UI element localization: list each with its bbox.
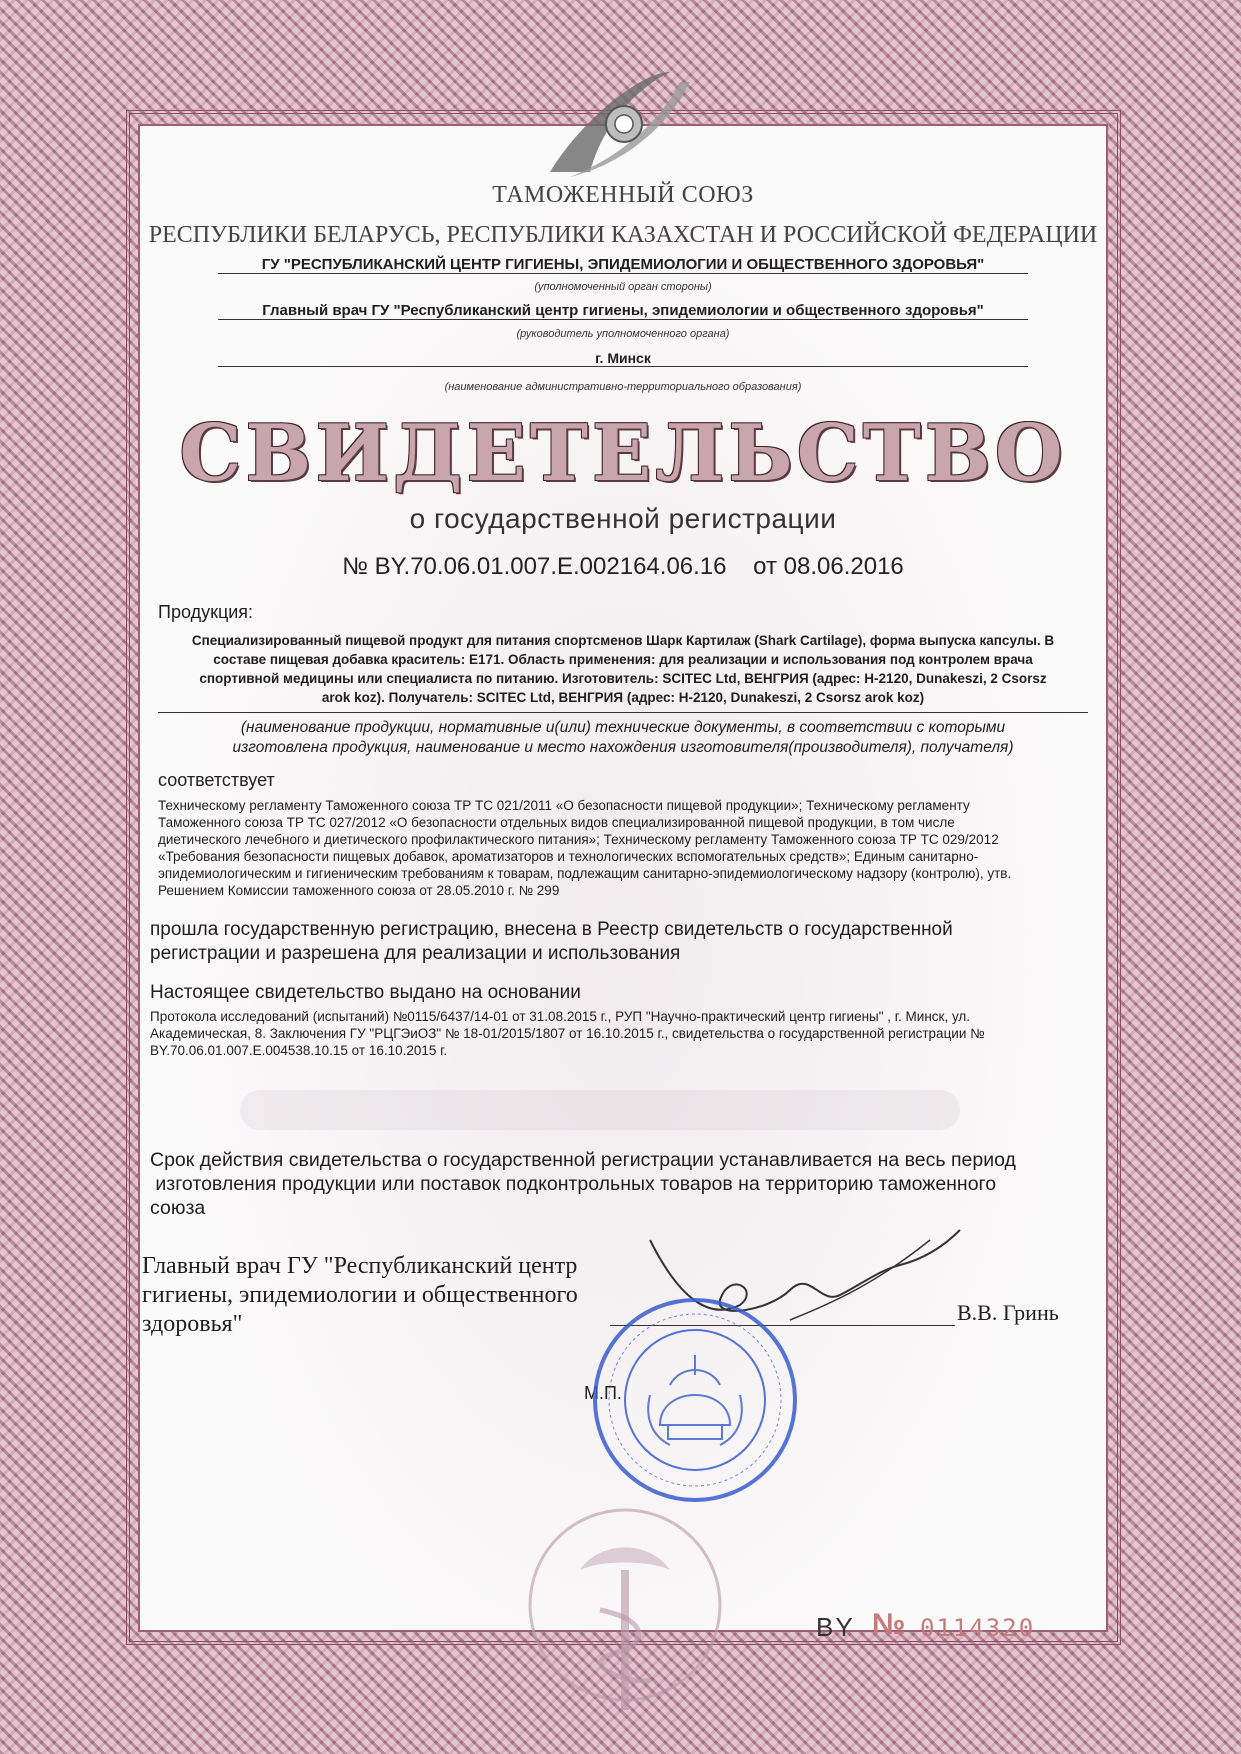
medical-emblem-watermark [520, 1500, 730, 1730]
compliance-line: эпидемиологическим и гигиеническим требованиям к товарам, подлежащим санитарно-эпидемиологическому надзору (контролю), утв. [158, 866, 1012, 881]
product-description [158, 631, 1088, 707]
seal-place-label: М.П. [584, 1383, 622, 1403]
compliance-line: Решением Комиссии таможенного союза от 28.05.2010 г. № 299 [158, 883, 560, 898]
registration-statement-line: регистрации и разрешена для реализации и использования [150, 943, 681, 964]
validity-line: изготовления продукции или поставок подконтрольных товаров на территорию таможенного [150, 1173, 997, 1195]
product-caption-line: изготовлена продукция, наименование и место нахождения изготовителя(производителя), получателя) [232, 739, 1014, 756]
watermark-band [240, 1090, 960, 1130]
product-caption-line: (наименование продукции, нормативные и(или) технические документы, в соответствии с которыми [240, 719, 1006, 736]
basis-label: Настоящее свидетельство выдано на основании [150, 982, 581, 1003]
compliance-label: соответствует [158, 770, 275, 790]
city-line: г. Минск [218, 350, 1028, 367]
city-caption: (наименование административно-территориального образования) [444, 381, 802, 393]
compliance-line: Таможенного союза ТР ТС 027/2012 «О безопасности отдельных видов специализированной пищевой продукции, в том числе [158, 815, 955, 830]
product-label: Продукция: [158, 602, 254, 622]
official-stamp [590, 1295, 800, 1505]
product-caption [158, 718, 1088, 758]
compliance-text [158, 797, 1098, 899]
republics-heading: РЕСПУБЛИКИ БЕЛАРУСЬ, РЕСПУБЛИКИ КАЗАХСТАН И РОССИЙСКОЙ ФЕДЕРАЦИИ [148, 222, 1098, 248]
compliance-line: диетического лечебного и диетического профилактического питания»; Техническому регламенту Таможенного союза ТР ТС 029/2012 [158, 832, 999, 847]
registration-date: от 08.06.2016 [753, 553, 904, 580]
basis-text [150, 1008, 1100, 1059]
authority-line: ГУ "РЕСПУБЛИКАНСКИЙ ЦЕНТР ГИГИЕНЫ, ЭПИДЕМИОЛОГИИ И ОБЩЕСТВЕННОГО ЗДОРОВЬЯ" [218, 256, 1028, 274]
compliance-line: Техническому регламенту Таможенного союза ТР ТС 021/2011 «О безопасности пищевой продукции»; Техническому регламенту [158, 798, 970, 813]
compliance-line: «Требования безопасности пищевых добавок, ароматизаторов и технологических вспомогательных средств»; Единым санитарно- [158, 849, 979, 864]
signatory-position-line: гигиены, эпидемиологии и общественного [142, 1282, 578, 1308]
product-line: составе пищевая добавка краситель: E171. Область применения: для реализации и использования под контролем врача [213, 652, 1033, 667]
registration-statement [150, 918, 1100, 966]
signatory-position-line: Главный врач ГУ "Республиканский центр [142, 1253, 578, 1279]
certificate-subtitle: о государственной регистрации [409, 503, 837, 534]
registration-statement-line: прошла государственную регистрацию, внесена в Реестр свидетельств о государственной [150, 919, 953, 940]
customs-union-emblem-icon [520, 62, 720, 182]
serial-country: BY [816, 1612, 855, 1642]
basis-line: Академическая, 8. Заключения ГУ "РЦГЭиОЗ" № 18-01/2015/1807 от 16.10.2015 г., свидетельства о государственной регистрации № [150, 1026, 985, 1041]
head-line: Главный врач ГУ "Республиканский центр гигиены, эпидемиологии и общественного здоровья" [218, 302, 1028, 320]
signatory-name: В.В. Гринь [957, 1300, 1059, 1325]
validity-line: Срок действия свидетельства о государственной регистрации устанавливается на весь период [150, 1149, 1016, 1171]
union-heading: ТАМОЖЕННЫЙ СОЮЗ [492, 182, 754, 208]
basis-line: Протокола исследований (испытаний) №0115/6437/14-01 от 31.08.2015 г., РУП "Научно-практический центр гигиены" , г. Минск, ул. [150, 1009, 971, 1024]
registration-line [138, 553, 1108, 581]
signatory-position [142, 1252, 578, 1339]
registration-number: № BY.70.06.01.007.E.002164.06.16 [342, 553, 727, 580]
certificate-title: СВИДЕТЕЛЬСТВО [179, 408, 1067, 499]
signatory-position-line: здоровья" [142, 1311, 243, 1337]
head-caption: (руководитель уполномоченного органа) [516, 328, 730, 340]
product-divider [158, 712, 1088, 713]
serial-number-sign: № [872, 1608, 906, 1641]
product-line: спортивной медицины или специалиста по питанию. Изготовитель: SCITEC Ltd, ВЕНГРИЯ (адрес: H-2120, Dunakeszi, 2 Csorsz [199, 671, 1047, 686]
basis-line: BY.70.06.01.007.E.004538.10.15 от 16.10.2015 г. [150, 1043, 448, 1058]
product-line: Специализированный пищевой продукт для питания спортсменов Шарк Картилаж (Shark Cartilage), форма выпуска капсулы. В [191, 633, 1055, 648]
product-line: arok koz). Получатель: SCITEC Ltd, ВЕНГРИЯ (адрес: H-2120, Dunakeszi, 2 Csorsz arok koz) [321, 690, 925, 705]
serial-number: 0114320 [920, 1614, 1036, 1642]
validity-line: союза [150, 1197, 206, 1219]
authority-caption: (уполномоченный орган стороны) [534, 281, 712, 293]
